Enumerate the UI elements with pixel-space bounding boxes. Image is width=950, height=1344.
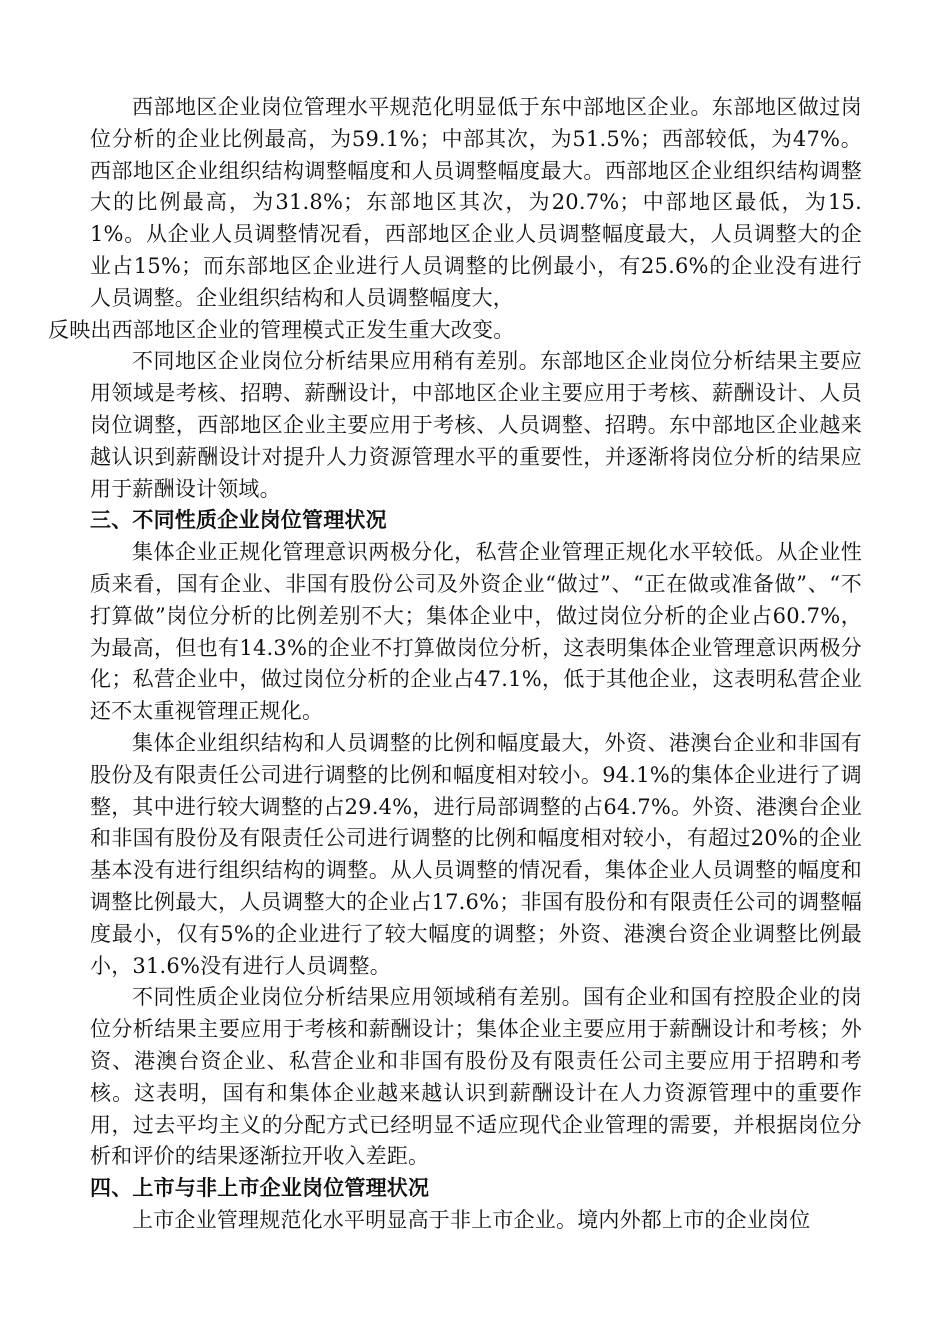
- paragraph-west-region-management: [48, 92, 862, 346]
- paragraph-regional-application: 不同地区企业岗位分析结果应用稍有差别。东部地区企业岗位分析结果主要应用领域是考核、招聘、薪酬设计，中部地区企业主要应用于考核、薪酬设计、人员岗位调整，西部地区企业主要应用于考核、人员调整、招聘。东中部地区企业越来越认识到薪酬设计对提升人力资源管理水平的重要性，并逐渐将岗位分析的结果应用于薪酬设计领域。: [90, 349, 862, 501]
- section-heading-3: 三、不同性质企业岗位管理状况: [90, 508, 387, 533]
- paragraph-text-continued: 反映出西部地区企业的管理模式正发生重大改变。: [48, 317, 515, 342]
- document-page: [48, 92, 862, 1237]
- paragraph-listed-enterprise: 上市企业管理规范化水平明显高于非上市企业。境内外都上市的企业岗位: [132, 1207, 811, 1232]
- paragraph-text: 西部地区企业岗位管理水平规范化明显低于东中部地区企业。东部地区做过岗位分析的企业比例最高，为59.1%；中部其次，为51.5%；西部较低，为47%。西部地区企业组织结构调整幅度和人员调整幅度最大。西部地区企业组织结构调整大的比例最高，为31.8%；东部地区其次，为20.7%；中部地区最低，为15.1%。从企业人员调整情况看，西部地区企业人员调整幅度最大，人员调整大的企业占15%；而东部地区企业进行人员调整的比例最小，有25.6%的企业没有进行人员调整。企业组织结构和人员调整幅度大，: [90, 95, 862, 310]
- section-heading-4: 四、上市与非上市企业岗位管理状况: [90, 1176, 430, 1201]
- paragraph-collective-enterprise: 集体企业正规化管理意识两极分化，私营企业管理正规化水平较低。从企业性质来看，国有企业、非国有股份公司及外资企业“做过”、“正在做或准备做”、“不打算做”岗位分析的比例差别不大；集体企业中，做过岗位分析的企业占60.7%，为最高，但也有14.3%的企业不打算做岗位分析，这表明集体企业管理意识两极分化；私营企业中，做过岗位分析的企业占47.1%，低于其他企业，这表明私营企业还不太重视管理正规化。: [90, 540, 862, 724]
- paragraph-nature-application: 不同性质企业岗位分析结果应用领域稍有差别。国有企业和国有控股企业的岗位分析结果主要应用于考核和薪酬设计；集体企业主要应用于薪酬设计和考核；外资、港澳台资企业、私营企业和非国有股份及有限责任公司主要应用于招聘和考核。这表明，国有和集体企业越来越认识到薪酬设计在人力资源管理中的重要作用，过去平均主义的分配方式已经明显不适应现代企业管理的需要，并根据岗位分析和评价的结果逐渐拉开收入差距。: [90, 985, 862, 1169]
- paragraph-org-adjustment: 集体企业组织结构和人员调整的比例和幅度最大，外资、港澳台企业和非国有股份及有限责任公司进行调整的比例和幅度相对较小。94.1%的集体企业进行了调整，其中进行较大调整的占29.4%，进行局部调整的占64.7%。外资、港澳台企业和非国有股份及有限责任公司进行调整的比例和幅度相对较小，有超过20%的企业基本没有进行组织结构的调整。从人员调整的情况看，集体企业人员调整的幅度和调整比例最大，人员调整大的企业占17.6%；非国有股份和有限责任公司的调整幅度最小，仅有5%的企业进行了较大幅度的调整；外资、港澳台资企业调整比例最小，31.6%没有进行人员调整。: [90, 730, 862, 978]
